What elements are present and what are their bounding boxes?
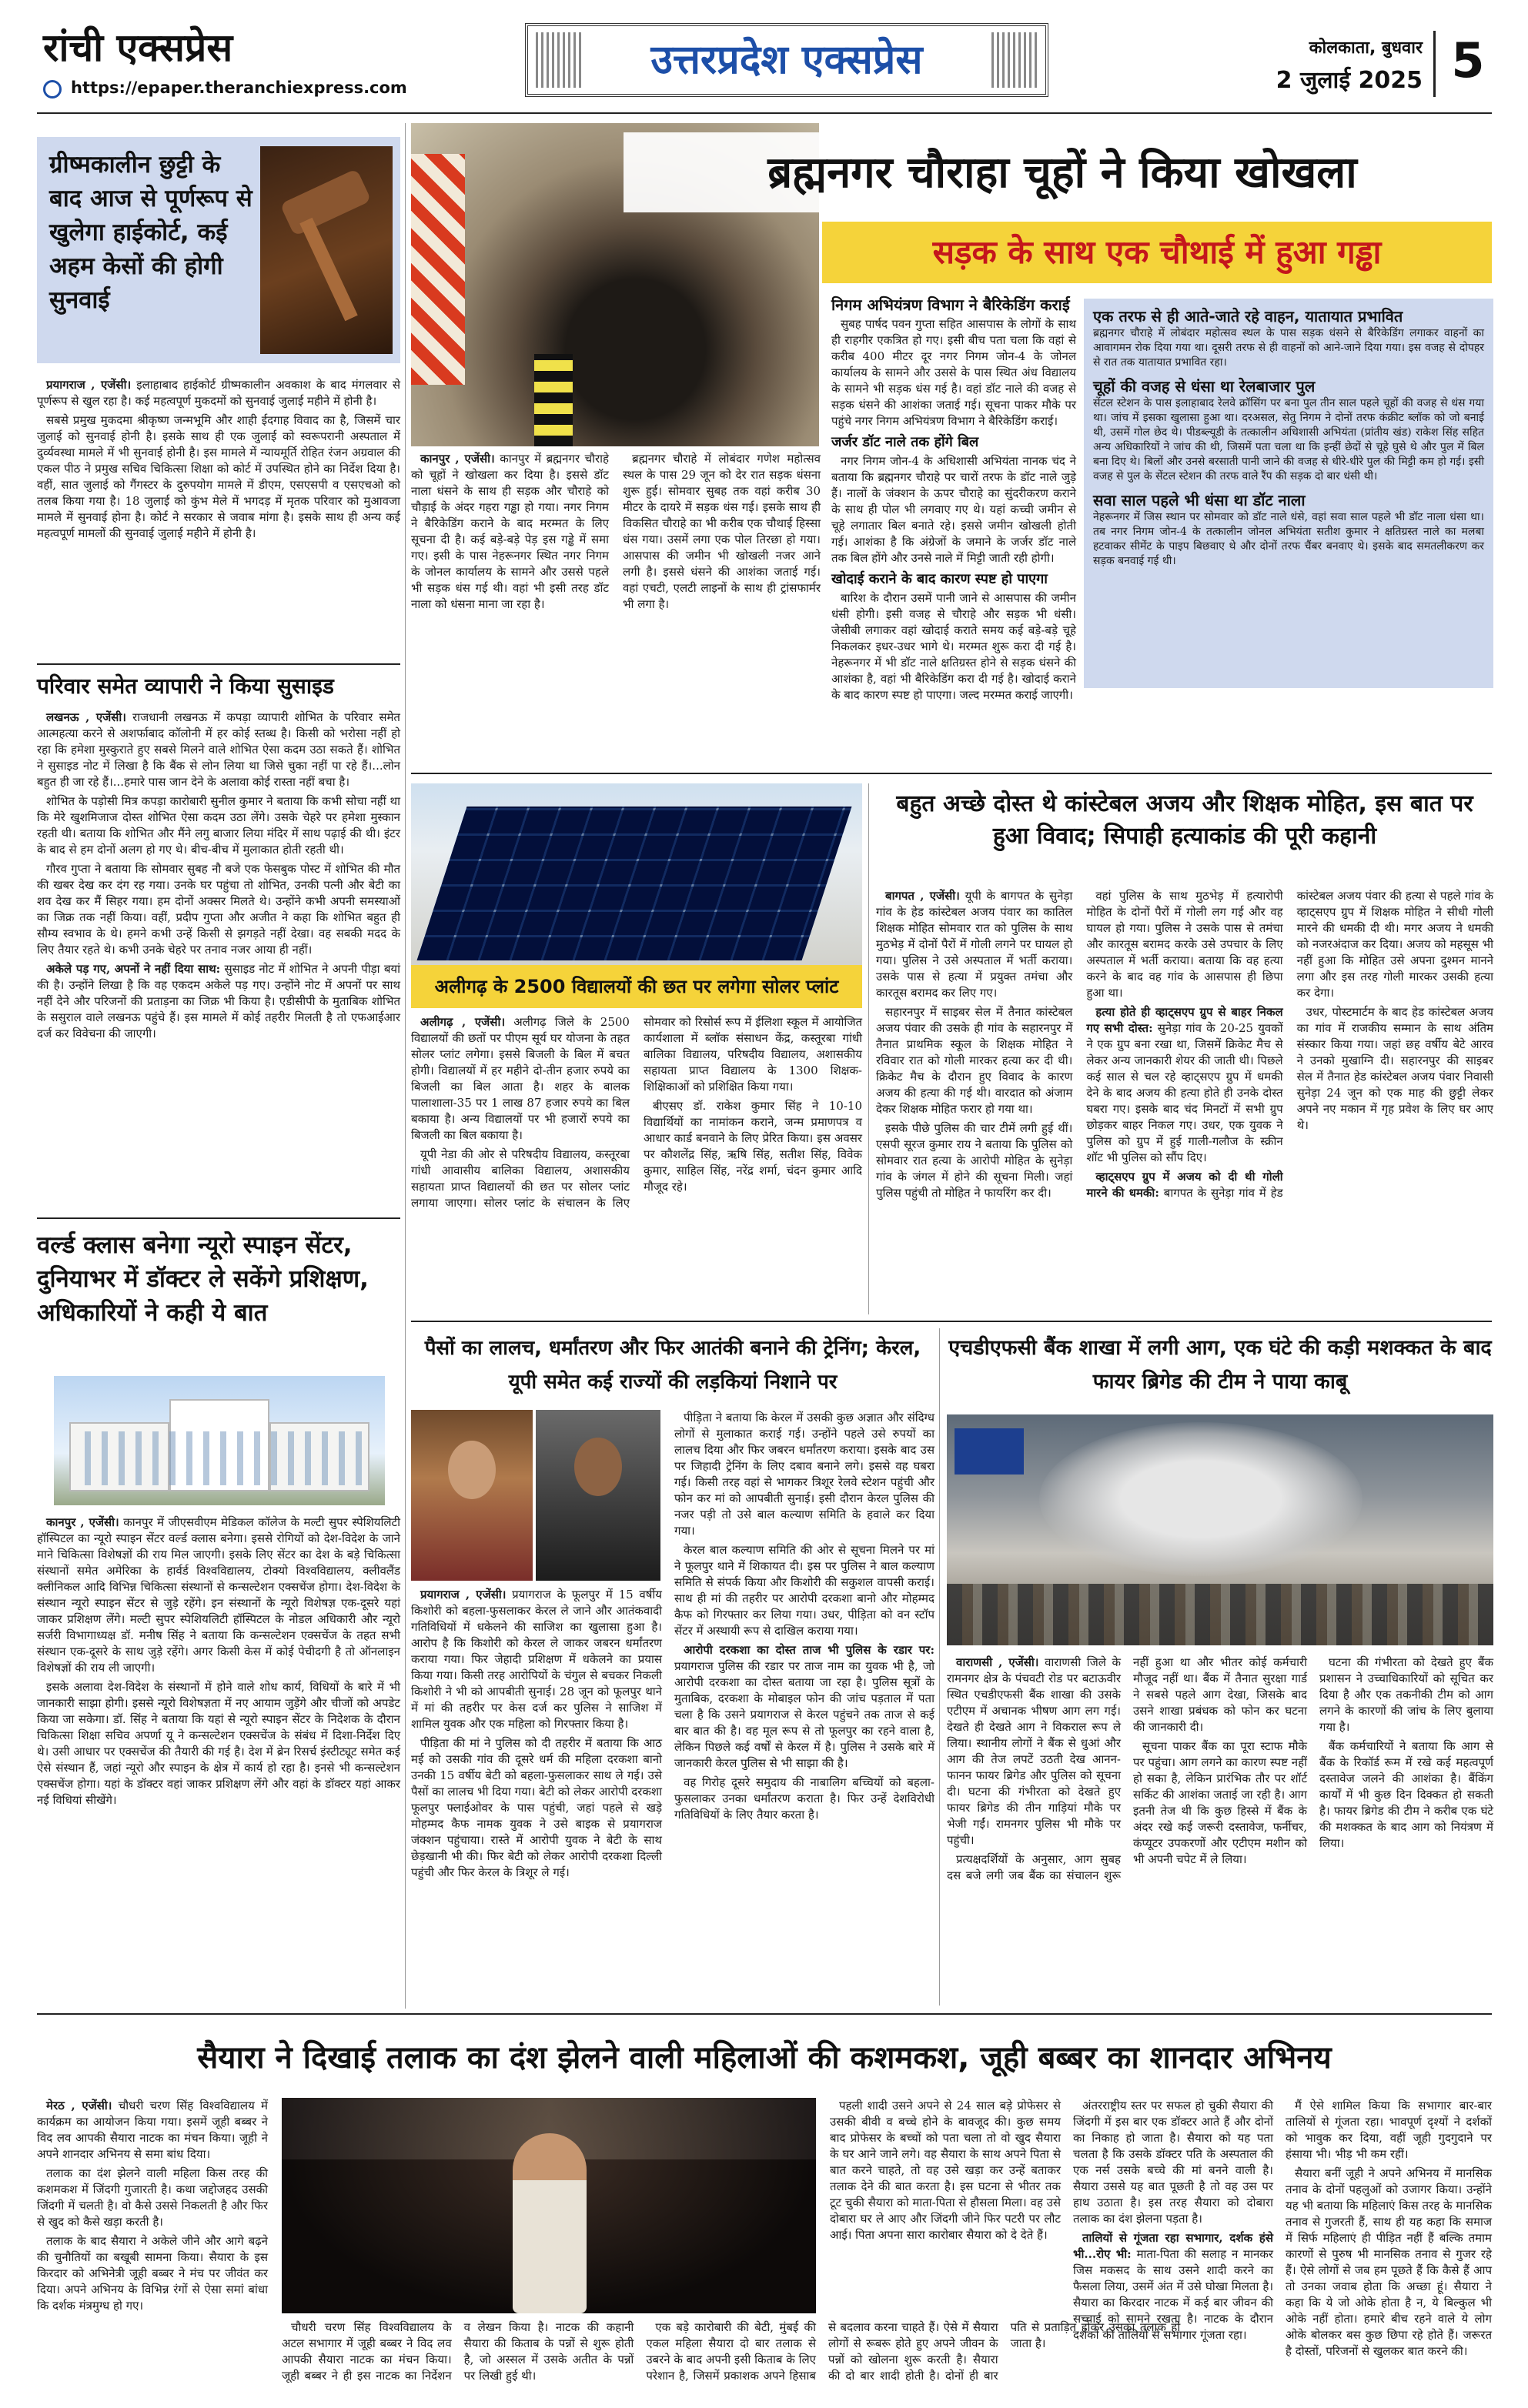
gavel-photo [260, 146, 393, 354]
rats-body-photo-column [411, 451, 821, 765]
rats-subhead-digging: खोदाई कराने के बाद कारण स्पष्ट हो पाएगा [831, 571, 1048, 587]
saiyara-p7: अंतरराष्ट्रीय स्तर पर सफल हो चुकी सैयारा की जिंदगी में इस बार एक डॉक्टर आते हैं और दोनों का निकाह हो जाता है। सैयारा को यह पता चलता है कि उसके डॉक्टर पति के अस्पताल की एक नर्स उसके बच्चे की मां बनने वाली है। सैयारा उससे यह बात पूछती है तो वह उस पर हाथ उठाता है। इस तरह सैयारा को दोबारा तलाक का दंश झेलना पड़ता है। [1073, 2099, 1273, 2226]
conversion-p1: प्रयागराज के फूलपुर में 15 वर्षीय किशोरी को बहला-फुसलाकर केरल ले जाने और आतंकवादी गतिविधियों में धकेलने की साजिश का खुलासा हुआ है। आरोप है कि किशोरी को केरल ले जाकर जबरन धर्मांतरण कराया गया। फिर जेहादी प्रशिक्षण में धकेलने का प्रयास किया गया। किसी तरह आरोपियों के चंगुल से बचकर निकली किशोरी ने भी को आपबीती सुनाई। 28 जून को फूलपुर थाने में मां की तहरीर पर केस दर्ज कर पुलिस ने साजिश में शामिल युवक और एक महिला को गिरफ्तार किया है। [411, 1588, 662, 1731]
constable-p4: वहां पुलिस के साथ मुठभेड़ में हत्यारोपी मोहित के दोनों पैरों में गोली लग गई और वह घायल हो गया। पुलिस ने उसके पास से तमंचा और कारतूस बरामद करके उसे उपचार के लिए अस्पताल में भर्ती कराया। बताया कि वह हत्या करने के बाद वह गांव के आसपास ही छिपा हुआ था। [1086, 889, 1283, 1000]
crowd-silhouettes [947, 1584, 1493, 1645]
fire-p1: वाराणसी जिले के रामनगर क्षेत्र के पंचवटी रोड पर बटाऊवीर स्थित एचडीएफसी बैंक शाखा की उसके एटीएम में अचानक भीषण आग लग गई। देखते ही देखते आग ने विकराल रूप ले लिया। स्थानीय लोगों ने बैंक से धुआं और आग की तेज लपटें उठती देख आनन-फानन फायर ब्रिगेड और पुलिस को सूचना दी। घटना की गंभीरता को देखते हुए फायर ब्रिगेड की तीन गाड़ियां मौके पर भेजी गईं। रामनगर पुलिस भी मौके पर पहुंची। [947, 1655, 1121, 1847]
section-title: उत्तरप्रदेश एक्सप्रेस [650, 36, 923, 83]
gavel-head-icon [279, 169, 371, 236]
rats-p5: बारिश के दौरान उसमें पानी जाने से आसपास की जमीन धंसी होगी। इसी वजह से चौराहे और सड़क भी धंसी। जेसीबी लगाकर वहां खोदाई कराते समय कई बड़े-बड़े चूहे निकलकर इधर-उधर भागे थे। मरम्मत शुरू करा दी गई है। नेहरूनगर में भी डॉट नाले क्षतिग्रस्त होने से सड़क धंसने की आशंका है, वहां भी बैरिकेडिंग करा दी गई है। खोदाई कराने के बाद कारण स्पष्ट हो पाएगा। जल्द मरम्मत कराई जाएगी। [831, 591, 1076, 702]
constable-subhead-threat: व्हाट्सएप ग्रुप में अजय को दी थी गोली मारने की धमकी: [1086, 1170, 1283, 1200]
hc-p2: सबसे प्रमुख मुकदमा श्रीकृष्ण जन्मभूमि और शाही ईदगाह विवाद का है, जिसमें चार जुलाई को सुनवाई होनी है। इसके साथ ही एक जुलाई को स्वरूपरानी अस्पताल में दुर्व्यवस्था मामले में भी सुनवाई होनी है। इस मामले में न्यायमूर्ति रोहित रंजन अग्रवाल की एकल पीठ ने प्रमुख सचिव चिकित्सा शिक्षा को कोर्ट में उपस्थित होने का निर्देश दिया है। वहीं, सात जुलाई को गैंगस्टर के दुरुपयोग मामले में डीएम, एसएसपी व एसएचओ को तलब किया गया है। 18 जुलाई को कुंभ मेले में भगदड़ में मृतक परिवार को मुआवजा मामले में सुनवाई होना है। कोर्ट ने सरकार से जवाब मांगा है। इसके साथ ही अन्य कई महत्वपूर्ण मामलों की सुनवाई जुलाई महीने में होनी है। [37, 413, 400, 540]
globe-icon [43, 80, 62, 99]
article-suicide [37, 670, 400, 1213]
hc-dateline: प्रयागराज , एजेंसी। [46, 378, 132, 392]
smoke-cloud [1039, 1422, 1362, 1576]
saiyara-p10: सैयारा बनीं जूही ने अपने अभिनय में मानसिक तनाव के दोनों पहलुओं को उजागर किया। उन्होंने यह भी बताया कि महिलाएं किस तरह के मानसिक तनाव से गुजरती हैं, साथ ही यह कहा कि समाज में सिर्फ महिलाएं ही पीड़ित नहीं हैं बल्कि तमाम कारणों से पुरुष भी मानसिक तनाव से गुजर रहे हैं। ऐसे लोगों से जब हम पूछते हैं कि कैसे हैं आप तो उनका जवाब होता कि अच्छा हूं। सैयारा ने कहा कि ये जो ओके होता है न, ये बिल्कुल भी ओके नहीं होता। हमारे बीच रहने वाले ये लोग ओके बोलकर बस कुछ छिपा रहे होते हैं। जरूरत है दोस्तों, परिजनों से खुलकर बात करने की। [1286, 2166, 1492, 2358]
section-banner-stripes-right [991, 32, 1038, 88]
conversion-p3: पीड़िता ने बताया कि केरल में उसकी कुछ अज्ञात और संदिग्ध लोगों से मुलाकात कराई गई। उन्होंने पहले उसे रुपयों का लालच दिया और फिर जबरन धर्मांतरण कराया। इसके बाद उस पर जिहादी ट्रेनिंग के लिए दबाव बनाने लगे। इससे वह घबरा गई। किसी तरह वहां से भागकर त्रिशूर रेलवे स्टेशन पहुंची और फोन कर मां को आपबीती सुनाई। इसी दौरान केरल पुलिस की नजर पड़ी तो उसे बाल कल्याण समिति के हवाले कर दिया गया। [674, 1411, 935, 1538]
section-banner [525, 23, 1048, 97]
saiyara-p9: मैं ऐसे शामिल किया कि सभागार बार-बार तालियों से गूंजता रहा। भावपूर्ण दृश्यों ने दर्शकों को भावुक कर दिया, वहीं जूही गुदगुदाने पर हंसाया भी। भीड़ भी कम रहीं। [1286, 2099, 1492, 2161]
section-banner-stripes [536, 32, 582, 88]
fire-dateline: वाराणसी , एजेंसी। [956, 1655, 1039, 1669]
neuro-headline: वर्ल्ड क्लास बनेगा न्यूरो स्पाइन सेंटर, दुनियाभर में डॉक्टर ले सकेंगे प्रशिक्षण, अधिकारियों ने कही ये बात [37, 1231, 369, 1327]
constable-p7: उधर, पोस्टमार्टम के बाद हेड कांस्टेबल अजय का गांव में राजकीय सम्मान के साथ अंतिम संस्कार किया गया। जहां छह वर्षीय बेटे आरव ने उनको मुखाग्नि दी। सहारनपुर की साइबर सेल में तैनात हेड कांस्टेबल अजय पंवार निवासी सुनेड़ा 24 जून को एक माह की छुट्टी लेकर अपने नए मकान में गृह प्रवेश के लिए घर आए थे। [1296, 1005, 1493, 1132]
building-windows [74, 1431, 365, 1485]
rats-p2: ब्रह्मनगर चौराहे में लोबंदार गणेश महोत्सव स्थल के पास 29 जून को देर रात सड़क धंसना शुरू हुई। सोमवार सुबह तक वहां करीब 30 मीटर के दायरे में सड़क धंस गई। इसके साथ ही विकसित चौराहे का भी करीब एक चौथाई हिस्सा धंस गया। उसमें लगा एक पोल तिरछा हो गया। आसपास की जमीन भी खोखली नजर आने लगी है। इससे धंसने की आशंका जताई गई। वहां एचटी, एलटी लाइनों के साथ ही ट्रांसफार्मर भी लगा है। [623, 452, 821, 611]
fire-body [947, 1655, 1493, 2004]
rule-left-2 [37, 1217, 400, 1219]
info-box-heading-drain: सवा साल पहले भी धंसा था डॉट नाला [1093, 491, 1306, 509]
conversion-p6: वह गिरोह दूसरे समुदाय की नाबालिग बच्चियों को बहला-फुसलाकर उनका धर्मांतरण कराता है। फिर उन्हें देशविरोधी गतिविधियों के लिए तैयार करता है। [674, 1775, 935, 1822]
saiyara-body-col1 [37, 2098, 268, 2396]
constable-p3: इसके पीछे पुलिस की चार टीमें लगी हुई थीं। एसपी सूरज कुमार राय ने बताया कि पुलिस को सोमवार रात हत्या के आरोपी मोहित के सुनेड़ा गांव के जंगल में होने की सूचना मिली। जहां पुलिस पहुंची तो मोहित ने फायरिंग कर दी। [876, 1121, 1073, 1200]
constable-dateline: बागपत , एजेंसी। [885, 889, 960, 903]
bank-fire-photo [947, 1414, 1493, 1645]
conversion-dateline: प्रयागराज , एजेंसी। [420, 1588, 507, 1601]
solar-p1: अलीगढ़ जिले के 2500 विद्यालयों की छतों पर पीएम सूर्य घर योजना के तहत सोलर प्लांट लगेगा। इससे बिजली के बिल में बचत होगी। विद्यालयों में हर महीने दो-तीन हजार रुपये का बिजली का बिल आता है। शहर के बालक पालाशाला-35 पर 1 लाख 87 हजार रुपये का बिल बकाया है। अन्य विद्यालयों पर भी हजारों रुपये का बिजली का बिल बकाया है। [411, 1015, 630, 1142]
solar-dateline: अलीगढ़ , एजेंसी। [420, 1015, 506, 1029]
saiyara-p6: पहली शादी उसने अपने से 24 साल बड़े प्रोफेसर से उसकी बीवी व बच्चे होने के बावजूद की। कुछ समय बाद प्रोफेसर के बच्चों को पता चला तो वो खुद सैयारा के घर आने जाने लगे। वह सैयारा के साथ अपने पिता से बात करने चाहते, तो वह उसे खड़ा कर उन्हें बताकर तलाक देने की बात करता है। इस घटना से भीतर तक टूट चुकी सैयारा को माता-पिता से हौसला मिला। वह उसे दोबारा घर ले आए और जिंदगी जीने फिर पटरी पर लौट आई। पिता अपना सारा कारोबार सैयारा को दे देते हैं। [830, 2099, 1061, 2242]
suicide-p1: राजधानी लखनऊ में कपड़ा व्यापारी शोभित के परिवार समेत आत्महत्या करने से अशर्फाबाद कॉलोनी में हर कोई स्तब्ध है। किसी को भरोसा नहीं हो रहा कि हमेशा मुस्कुराते हुए सबसे मिलने वाले शोभित ऐसा कदम उठा सकते हैं। शोभित ने सुसाइड नोट में लिखा है कि बैंक से लोन लिया था जिसे चुका नहीं पा रहे हैं।...लोन बहुत ही जा रहे हैं।...हमारे पास जान देने के अलावा कोई रास्ता नहीं बचा है। [37, 710, 400, 789]
saiyara-p8: माता-पिता की सलाह न मानकर जिस मकसद के साथ उसने शादी करने का फैसला लिया, उसमें अंत में उसे घोखा मिलता है। सैयारा का किरदार नाटक में कई बार जीवन की सच्चाई को सामने रखता है। नाटक के दौरान दर्शकों की तालियों से सभागार गूंजता रहा। [1073, 2247, 1273, 2342]
rats-p4: नगर निगम जोन-4 के अधिशासी अभियंता नानक चंद ने बताया कि ब्रह्मनगर चौराहे पर चारों तरफ के डॉट नाले जुड़े हैं। नालों के जंक्शन के ऊपर चौराहे का सुंदरीकरण कराने के साथ ही पोल भी लगवाए गए थे। यहां कच्ची जमीन से चूहे लगातार बिल बनाते रहे। इससे जमीन खोखली होती गई। आशंका है कि अंग्रेजों के जमाने के जर्जर डॉट नाले तक बिल होंगे और उनसे नाले में मिट्टी जाती रही होगी। [831, 454, 1076, 565]
article-high-court [37, 123, 400, 654]
dateline-city-day: कोलकाता, बुधवार [1309, 38, 1423, 58]
neuro-body [37, 1515, 400, 2002]
barricade-pole [534, 354, 573, 446]
article-saiyara [37, 2021, 1492, 2398]
saiyara-subhead-applause: तालियों से गूंजता रहा सभागार, दर्शक हंसे भी...रोए भी: [1073, 2231, 1273, 2261]
info-box-heading-traffic: एक तरफ से ही आते-जाते रहे वाहन, यातायात प्रभावित [1093, 307, 1403, 326]
masthead-rule [37, 112, 1492, 114]
rats-subhead-barricading: निगम अभियंत्रण विभाग ने बैरिकेडिंग कराई [831, 296, 1070, 314]
solar-panel-array [417, 807, 852, 960]
rule-mid-1 [411, 773, 1492, 774]
juhi-babbar-stage-photo [282, 2098, 816, 2313]
page-number-divider [1433, 31, 1436, 97]
col-divider-left [405, 123, 406, 2009]
accused-man-photo [536, 1410, 660, 1581]
saiyara-headline: सैयारा ने दिखाई तलाक का दंश झेलने वाली महिलाओं की कशमकश, जूही बब्बर का शानदार अभिनय [197, 2040, 1332, 2076]
neuro-p1: कानपुर में जीएसवीएम मेडिकल कॉलेज के मल्टी सुपर स्पेशियलिटी हॉस्पिटल का न्यूरो स्पाइन सेंटर वर्ल्ड क्लास बनेगा। इससे रोगियों को देश-विदेश के जाने माने चिकित्सा विशेषज्ञों की राय मिल जाएगी। इसके लिए सेंटर का देश के बड़े चिकित्सा संस्थानों समेत अमेरिका के हार्वर्ड विश्वविद्यालय, टोक्यो विश्वविद्यालय, क्लीवलैंड क्लीनिकल आदि विभिन्न चिकित्सा संस्थानों से कन्सल्टेशन एक्सचेंज होगा। देश-विदेश के संस्थान न्यूरो स्पाइन सेंटर से जुड़े रहेंगे। इन संस्थानों के न्यूरो विशेषज्ञ एक-दूसरे यहां जाकर प्रशिक्षण लेंगे। मल्टी सुपर स्पेशियलिटी हॉस्पिटल के नोडल अधिकारी और न्यूरो सर्जरी विभागाध्यक्ष डॉ. मनीष सिंह ने बताया कि कन्सल्टेशन एक्सचेंज के तहत सभी संस्थान एक-दूसरे के साथ जुड़े रहेंगे। अगर किसी केस में कोई पेचीदगी है तो ऑनलाइन विशेषज्ञों की राय ली जाएगी। [37, 1515, 400, 1675]
conversion-p4: केरल बाल कल्याण समिति की ओर से सूचना मिलने पर मां ने फूलपुर थाने में शिकायत दी। इस पर पुलिस ने बाल कल्याण समिति से संपर्क किया और किशोरी की सकुशल वापसी कराई। साथ ही मां की तहरीर पर आरोपी दरकशा बानो और मोहम्मद कैफ को गिरफ्तार कर लिया गया। उधर, पीड़िता को वन स्टॉप सेंटर में अस्थायी रूप से दाखिल कराया गया। [674, 1543, 935, 1638]
issue-date: 2 जुलाई 2025 [1276, 67, 1423, 94]
brand-logo: रांची एक्सप्रेस [43, 25, 233, 70]
rule-left-1 [37, 663, 400, 665]
rats-subhead-burrows: जर्जर डॉट नाले तक होंगे बिल [831, 434, 979, 450]
solar-p3: बीएसए डॉ. राकेश कुमार सिंह ने 10-10 विद्यार्थियों का नामांकन कराने, जन्म प्रमाणपत्र व आधार कार्ड बनवाने के लिए प्रेरित किया। इस अवसर पर कौशलेंद्र सिंह, ऋषि सिंह, सतीश सिंह, विवेक कुमार, साहिल सिंह, नरेंद्र शर्मा, चंदन कुमार आदि मौजूद रहे। [644, 1099, 862, 1194]
constable-p2: सहारनपुर में साइबर सेल में तैनात कांस्टेबल अजय पंवार की उसके ही गांव के सहारनपुर में तैनात प्राथमिक स्कूल के शिक्षक मोहित ने रविवार रात को गोली मारकर हत्या कर दी थी। क्रिकेट मैच के दौरान हुए विवाद के कारण अजय की हत्या की गई थी। वारदात को अंजाम देकर शिक्षक मोहित फरार हो गया था। [876, 1005, 1073, 1116]
saiyara-body-col3 [1073, 2098, 1273, 2396]
info-box-heading-bridge: चूहों की वजह से धंसा था रेलबाजार पुल [1093, 377, 1316, 396]
article-neuro [37, 1224, 400, 2006]
neuro-dateline: कानपुर , एजेंसी। [46, 1515, 119, 1529]
col-divider-solar [868, 783, 869, 1314]
hc-headline: ग्रीष्मकालीन छुट्टी के बाद आज से पूर्णरूप से खुलेगा हाईकोर्ट, कई अहम केसों की होगी सुनवाई [49, 151, 252, 314]
suicide-p3: गौरव गुप्ता ने बताया कि सोमवार सुबह नौ बजे एक फेसबुक पोस्ट में शोभित की मौत की खबर देख कर दंग रह गया। उनके घर पहुंचा तो शोभित, उनकी पत्नी और बेटी का शव देख कर मैं सिहर गया। हम दोनों अक्सर मिलते थे। उन्होंने कभी अपनी समस्याओं का जिक्र तक नहीं किया। वहीं, प्रदीप गुप्ता और अजीत ने कहा कि शोभित बहुत ही सौम्य स्वभाव के थे। हमने कभी उन्हें किसी से झगड़ते नहीं देखा। वह सबकी मदद के लिए तैयार रहते थे। कभी उनके चेहरे पर तनाव नजर आया ही नहीं। [37, 862, 400, 957]
saiyara-p5: एक बड़े कारोबारी की बेटी, मुंबई की एकल महिला सैयारा दो बार तलाक से उबरने के बाद अपनी इसी किताब के लिए परेशान है, जिसमें प्रकाशक अपने हिसाब से बदलाव करना चाहते हैं। ऐसे में सैयारा लोगों से रूबरू होते हुए अपने जीवन के पन्नों को खोलना शुरू करती है। सैयारा की दो बार शादी होती है। दोनों ही बार पति से प्रताड़ित होकर उसका तलाक हो जाता है। [646, 2320, 1181, 2383]
hc-p1: इलाहाबाद हाईकोर्ट ग्रीष्मकालीन अवकाश के बाद मंगलवार से पूर्णरूप से खुल रहा है। कई महत्वपूर्ण मुकदमों को सुनवाई जुलाई महीने में होनी है। [37, 378, 400, 408]
info-box-text-traffic: ब्रह्मनगर चौराहे में लोबंदार महोत्सव स्थल के पास सड़क धंसने से बैरिकेडिंग लगाकर वाहनों का आवागमन रोक दिया गया था। दूसरी तरफ से ही वाहनों को आने-जाने दिया गया। इस वजह से दोपहर से रात तक यातायात प्रभावित रहा। [1093, 327, 1484, 369]
solar-caption: अलीगढ़ के 2500 विद्यालयों की छत पर लगेगा सोलर प्लांट [434, 976, 839, 997]
constable-p5: सुनेड़ा गांव के 20-25 युवकों ने एक ग्रुप बना रखा था, जिसमें क्रिकेट मैच से लेकर अन्य जानकारी शेयर की जाती थी। पिछले कई साल से चल रहे व्हाट्सएप ग्रुप में धमकी देने के बाद अजय की हत्या होते ही उनके दोस्त घबरा गए। इसके बाद चंद मिनटों में सभी ग्रुप छोड़कर बाहर निकल गए। उधर, एक युवक ने पुलिस को ग्रुप में हुई गाली-गलौज के स्क्रीन शॉट भी पुलिस को सौंप दिए। [1086, 1021, 1283, 1164]
conversion-p5: प्रयागराज पुलिस की रडार पर ताज नाम का युवक भी है, जो आरोपी दरकशा का दोस्त बताया जा रहा है। पुलिस सूत्रों के मुताबिक, दरकशा के मोबाइल फोन की जांच पड़ताल में पता चला है कि उसने प्रयागराज से केरल पहुंचने तक ताज से कई बार बात की है। वह मूल रूप से तो फूलपुर का रहने वाला है, लेकिन पिछले कई वर्षों से केरल में है। पुलिस ने उसके बारे में जानकारी केरल पुलिस से भी साझा की है। [674, 1659, 935, 1770]
hc-body [37, 377, 400, 654]
article-constable [876, 783, 1493, 1314]
saiyara-body-col2 [830, 2098, 1061, 2396]
fire-p5: बैंक कर्मचारियों ने बताया कि आग से बैंक के रिकॉर्ड रूम में रखे कई महत्वपूर्ण दस्तावेज जलने की आशंका है। बैंकिंग कार्यों में भी कुछ दिन दिक्कत हो सकती है। फायर ब्रिगेड की टीम ने करीब एक घंटे की मशक्कत के बाद आग को नियंत्रण में लिया। [1319, 1739, 1493, 1850]
info-box-text-drain: नेहरूनगर में जिस स्थान पर सोमवार को डॉट नाले धंसे, वहां सवा साल पहले भी डॉट नाला धंसा था। तब नगर निगम जोन-4 के तत्कालीन जोनल अभियंता सतीश कुमार ने क्षतिग्रस्त नाले का मलबा हटवाकर सीमेंट के पाइप बिछवाए थे और दोनों तरफ चैंबर बनवाए थे। इसके बाद समतलीकरण कर सड़क बनवाई गई थी। [1093, 511, 1484, 567]
suicide-p4: सुसाइड नोट में शोभित ने अपनी पीड़ा बयां की है। उन्होंने लिखा है कि वह एकदम अकेले पड़ गए। उन्होंने नोट में अपनों पर साथ नहीं देने और परिजनों की प्रताड़ना का जिक्र भी किया है। एडीसीपी के मुताबिक शोभित के ससुराल वाले लखनऊ पहुंचे हैं। इस मामले में कोई तहरीर मिलती है तो एफआईआर दर्ज कर विवेचना की जाएगी। [37, 962, 400, 1040]
saiyara-body-under-photo [282, 2319, 1181, 2396]
conversion-subhead-taj: आरोपी दरकशा का दोस्त ताज भी पुलिस के रडार पर: [684, 1643, 935, 1657]
rats-dateline: कानपुर , एजेंसी। [420, 452, 495, 466]
bank-signboard [955, 1428, 1024, 1475]
solar-caption-band [411, 965, 862, 1008]
barricade-stripes [411, 154, 465, 385]
solar-body [411, 1014, 862, 1313]
rats-headline-band [624, 132, 1493, 212]
constable-headline: बहुत अच्छे दोस्त थे कांस्टेबल अजय और शिक्षक मोहित, इस बात पर हुआ विवाद; सिपाही हत्याकांड की पूरी कहानी [896, 790, 1473, 850]
rule-mid-2 [411, 1321, 1492, 1322]
conversion-headline: पैसों का लालच, धर्मांतरण और फिर आतंकी बनाने की ट्रेनिंग; केरल, यूपी समेत कई राज्यों की लड़कियां निशाने पर [424, 1337, 921, 1394]
fire-p3: सूचना पाकर बैंक का पूरा स्टाफ मौके पर पहुंचा। आग लगने का कारण स्पष्ट नहीं हो सका है, लेकिन प्रारंभिक तौर पर शॉर्ट सर्किट की आशंका जताई जा रही है। आग इतनी तेज थी कि कुछ हिस्से में बैंक के अंदर रखे कई जरूरी दस्तावेज, फर्नीचर, कंप्यूटर उपकरणों और एटीएम मशीन को भी अपनी चपेट में ले लिया। [1133, 1739, 1307, 1866]
rats-p1: कानपुर में ब्रह्मनगर चौराहे को चूहों ने खोखला कर दिया है। इससे डॉट नाला धंसने के साथ ही सड़क और चौराहे को चौड़ाई के अंदर गहरा गड्ढा हो गया। नगर निगम ने बैरिकेडिंग कराने के बाद मरम्मत के लिए सूचना दी है। कई बड़े-बड़े पेड़ इस गड्ढे में समा गए। इसी के पास नेहरूनगर स्थित नगर निगम के जोनल कार्यालय के सामने और उससे पहले भी सड़क धंस गई थी। वहां भी इसी तरह डॉट नाला को धंसना माना जा रहा है। [411, 452, 609, 611]
info-box-text-bridge: सेंटल स्टेशन के पास इलाहाबाद रेलवे क्रॉसिंग पर बना पुल तीन साल पहले चूहों की वजह से धंस गया था। जांच में इसका खुलासा हुआ था। दरअसल, सेतु निगम ने दोनों तरफ कंक्रीट ब्लॉक को जो बनाई थी, उसमें गोल छेद थे। पीडब्ल्यूडी के तत्कालीन अधिशासी अभियंता (प्रांतीय खंड) राकेश सिंह सहित अन्य अधिकारियों ने जांच की थी, जिसमें पता चला था कि इन्हीं छेदों से चूहे घुसे थे और पुल में बिल बना दिए थे। बिलों और उनसे बरसाती पानी जाने की वजह से धीरे-धीरे पुल की मिट्टी कम हो गई। इसी वजह से पुल के सेंटल स्टेशन की तरफ वाले रैंप की सड़क दो बार धंसी थी। [1093, 397, 1484, 483]
col-divider-fire [939, 1328, 940, 2006]
suicide-p2: शोभित के पड़ोसी मित्र कपड़ा कारोबारी सुनील कुमार ने बताया कि कभी सोचा नहीं था कि मेरे खुशमिजाज दोस्त शोभित ऐसा कदम उठा लेंगे। उसके चेहरे पर हमेशा मुस्कान रहती थी। बताया कि शोभित और मैंने लगु बाजार लिया मंदिर में साथ पढ़ाई की थी। इंटर के बाद से हम दोनों अलग हो गए थे। बीच-बीच में मुलाकात होती रहती थी। [37, 794, 400, 857]
woman-face [448, 1441, 496, 1499]
fire-p4: घटना की गंभीरता को देखते हुए बैंक प्रशासन ने उच्चाधिकारियों को सूचित कर दिया है और एक तकनीकी टीम को आग लगने के कारणों की जांच के लिए बुलाया गया है। [1319, 1655, 1493, 1734]
rule-bottom [37, 2013, 1492, 2015]
page-number: 5 [1451, 32, 1485, 89]
conversion-body-right [674, 1410, 935, 2004]
man-face [574, 1438, 622, 1496]
suicide-body [37, 710, 400, 1210]
rats-box-footer-strip [1084, 693, 1493, 765]
constable-body [876, 888, 1493, 1313]
constable-p6: बागपत के सुनेड़ा गांव में हेड कांस्टेबल अजय पंवार की हत्या से पहले गांव के व्हाट्सएप ग्रुप में शिक्षक मोहित ने सीधी गोली मारने की धमकी दी थी। मगर अजय ने धमकी को नजरअंदाज कर दिया। अजय को महसूस भी नहीं हुआ कि मोहित उसे अपना दुश्मन मानने लगा और इस तरह गोली मारकर उसकी हत्या कर देगा। [1163, 889, 1493, 1200]
saiyara-dateline: मेरठ , एजेंसी। [46, 2099, 112, 2112]
saiyara-body-col4 [1286, 2098, 1492, 2396]
constable-subhead-whatsapp: हत्या होते ही व्हाट्सएप ग्रुप से बाहर निकल गए सभी दोस्त: [1086, 1005, 1283, 1035]
saiyara-p3: तलाक के बाद सैयारा ने अकेले जीने और आगे बढ़ने की चुनौतियों का बखूबी सामना किया। सैयारा के इस किरदार को अभिनेत्री जूही बब्बर ने मंच पर जीवंत कर दिया। अपने अभिनय के विभिन्न रंगों से ऐसा समां बांधा कि दर्शक मंत्रमुग्ध हो गए। [37, 2234, 268, 2313]
conversion-p2: पीड़िता की मां ने पुलिस को दी तहरीर में बताया कि आठ मई को उसकी गांव की दूसरे धर्म की महिला दरकशा बानो उनकी 15 वर्षीय बेटी को बहला-फुसलाकर साथ ले गई। उसे पैसों का लालच भी दिया गया। बेटी को लेकर आरोपी दरकशा फूलपुर फ्लाईओवर के पास पहुंची, जहां पहले से खड़े मोहम्मद कैफ नामक युवक ने उसे बाइक से प्रयागराज जंक्शन पहुंचाया। रास्ते में आरोपी युवक ने बेटी के साथ छेड़खानी भी की। फिर बेटी को लेकर आरोपी दरकशा दिल्ली पहुंची और फिर केरल के त्रिशूर ले गई। [411, 1736, 662, 1879]
rats-p3: सुबह पार्षद पवन गुप्ता सहित आसपास के लोगों के साथ ही राहगीर एकत्रित हो गए। इसी बीच पता चला कि वहां से करीब 400 मीटर दूर नगर निगम जोन-4 के जोनल कार्यालय के सामने और उससे के पास स्थित अंध विद्यालय के सामने भी सड़क धंस गई है। वहां डॉट नाले की वजह से सड़क धंसने की आशंका जताई गई। सूचना पाकर मौके पर पहुंचे नगर निगम अभियंत्रण विभाग ने बैरिकेडिंग कराई। [831, 317, 1076, 428]
rats-info-box [1084, 299, 1493, 688]
fire-headline: एचडीएफसी बैंक शाखा में लगी आग, एक घंटे की कड़ी मशक्कत के बाद फायर ब्रिगेड की टीम ने पाया काबू [948, 1336, 1492, 1394]
saiyara-p2: तलाक का दंश झेलने वाली महिला किस तरह की कशमकश में जिंदगी गुजारती है। कथा जद्दोजहद उसकी जिंदगी में चलती है। वो कैसे उससे निकलती है और फिर से खुद को कैसे खड़ा करती है। [37, 2166, 268, 2229]
rats-subheadline: सड़क के साथ एक चौथाई में हुआ गड्ढा [932, 233, 1382, 271]
actress-figure [513, 2133, 587, 2313]
rats-headline: ब्रह्मनगर चौराहा चूहों ने किया खोखला [767, 148, 1357, 198]
article-fire [947, 1328, 1493, 2006]
hospital-building-photo [54, 1376, 385, 1505]
epaper-url-link[interactable]: https://epaper.theranchiexpress.com [71, 78, 407, 97]
saiyara-p1: चौधरी चरण सिंह विश्वविद्यालय में कार्यक्रम का आयोजन किया गया। इसमें जूही बब्बर ने विद लव आपकी सैयारा नाटक का मंचन किया। जूही ने अपने शानदार अभिनय से समा बांध दिया। [37, 2099, 268, 2161]
saiyara-p4: चौधरी चरण सिंह विश्वविद्यालय के अटल सभागार में जूही बब्बर ने विद लव आपकी सैयारा नाटक का मंचन किया। जूही बब्बर ने ही इस नाटक का निर्देशन व लेखन किया है। नाटक की कहानी सैयारा की किताब के पन्नों से शुरू होती है, जो अस्सल में उसके अतीत के पन्नों पर लिखी हुई थी। [282, 2320, 634, 2383]
suicide-dateline: लखनऊ , एजेंसी। [46, 710, 126, 724]
conversion-body-left [411, 1587, 662, 2004]
rats-body-mid [831, 292, 1076, 765]
suicide-subhead: अकेले पड़ गए, अपनों ने नहीं दिया साथ: [46, 962, 221, 976]
masthead [0, 0, 1528, 108]
fire-p2: प्रत्यक्षदर्शियों के अनुसार, आग सुबह दस बजे लगी जब बैंक का संचालन शुरू नहीं हुआ था और भीतर कोई कर्मचारी मौजूद नहीं था। बैंक में तैनात सुरक्षा गार्ड ने सबसे पहले आग देखा, जिसके बाद उसने शाखा प्रबंधक को फोन कर घटना की जानकारी दी। [947, 1655, 1307, 1882]
neuro-p2: इसके अलावा देश-विदेश के संस्थानों में होने वाले शोध कार्य, विधियों के बारे में भी जानकारी साझा होगी। इससे न्यूरो विशेषज्ञता में नए आयाम जुड़ेंगे और चीजों को अपडेट किया जा सकेगा। डॉ. सिंह ने बताया कि यहां से न्यूरो स्पाइन सेंटर के निदेशक के दौरान चिकित्सा शिक्षा सचिव अपर्णा यू ने कन्सल्टेशन एक्सचेंज के संबंध में दिशा-निर्देश दिए थे। उसी आधार पर एक्सचेंज की तैयारी की गई है। देश में ब्रेन रिसर्च इंस्टीट्यूट समेत कई ऐसे संस्थान हैं, जहां न्यूरो और स्पाइन के क्षेत्र में कार्य हो रहा है। इनसे भी कन्सल्टेशन एक्सचेंज होगा। यहां के डॉक्टर वहां जाकर प्रशिक्षण लेंगे और वहां के डॉक्टर यहां आकर नई विधियां सीखेंगे। [37, 1680, 400, 1807]
solar-p2: यूपी नेडा की ओर से परिषदीय विद्यालय, कस्तूरबा गांधी आवासीय बालिका विद्यालय, अशासकीय सहायता प्राप्त विद्यालयों की छत पर सोलर प्लांट लगाया जाएगा। सोलर प्लांट के संचालन के लिए सोमवार को रिसोर्स रूप में ईलिशा स्कूल में आयोजित कार्यशाला में ब्लॉक संसाधन केंद्र, कस्तूरबा गांधी बालिका विद्यालय, परिषदीय विद्यालय, अशासकीय सहायता प्राप्त विद्यालय के 1300 शिक्षक-शिक्षिकाओं को प्रशिक्षित किया गया। [411, 1015, 862, 1210]
constable-p1: यूपी के बागपत के सुनेड़ा गांव के हेड कांस्टेबल अजय पंवार का कातिल शिक्षक मोहित सोमवार रात को पुलिस के साथ मुठभेड़ में दोनों पैरों में गोली लगने पर घायल हो गया। पुलिस ने उसे अस्पताल में भर्ती कराया। उसके पास से हत्या में प्रयुक्त तमंचा और कारतूस बरामद कर लिए गए। [876, 889, 1073, 1000]
article-conversion [411, 1328, 935, 2006]
rats-subheadline-band [822, 222, 1492, 283]
gavel-handle-icon [299, 218, 357, 321]
suicide-headline: परिवार समेत व्यापारी ने किया सुसाइड [37, 673, 334, 699]
accused-woman-photo [411, 1410, 533, 1581]
hc-headline-box [37, 137, 400, 363]
